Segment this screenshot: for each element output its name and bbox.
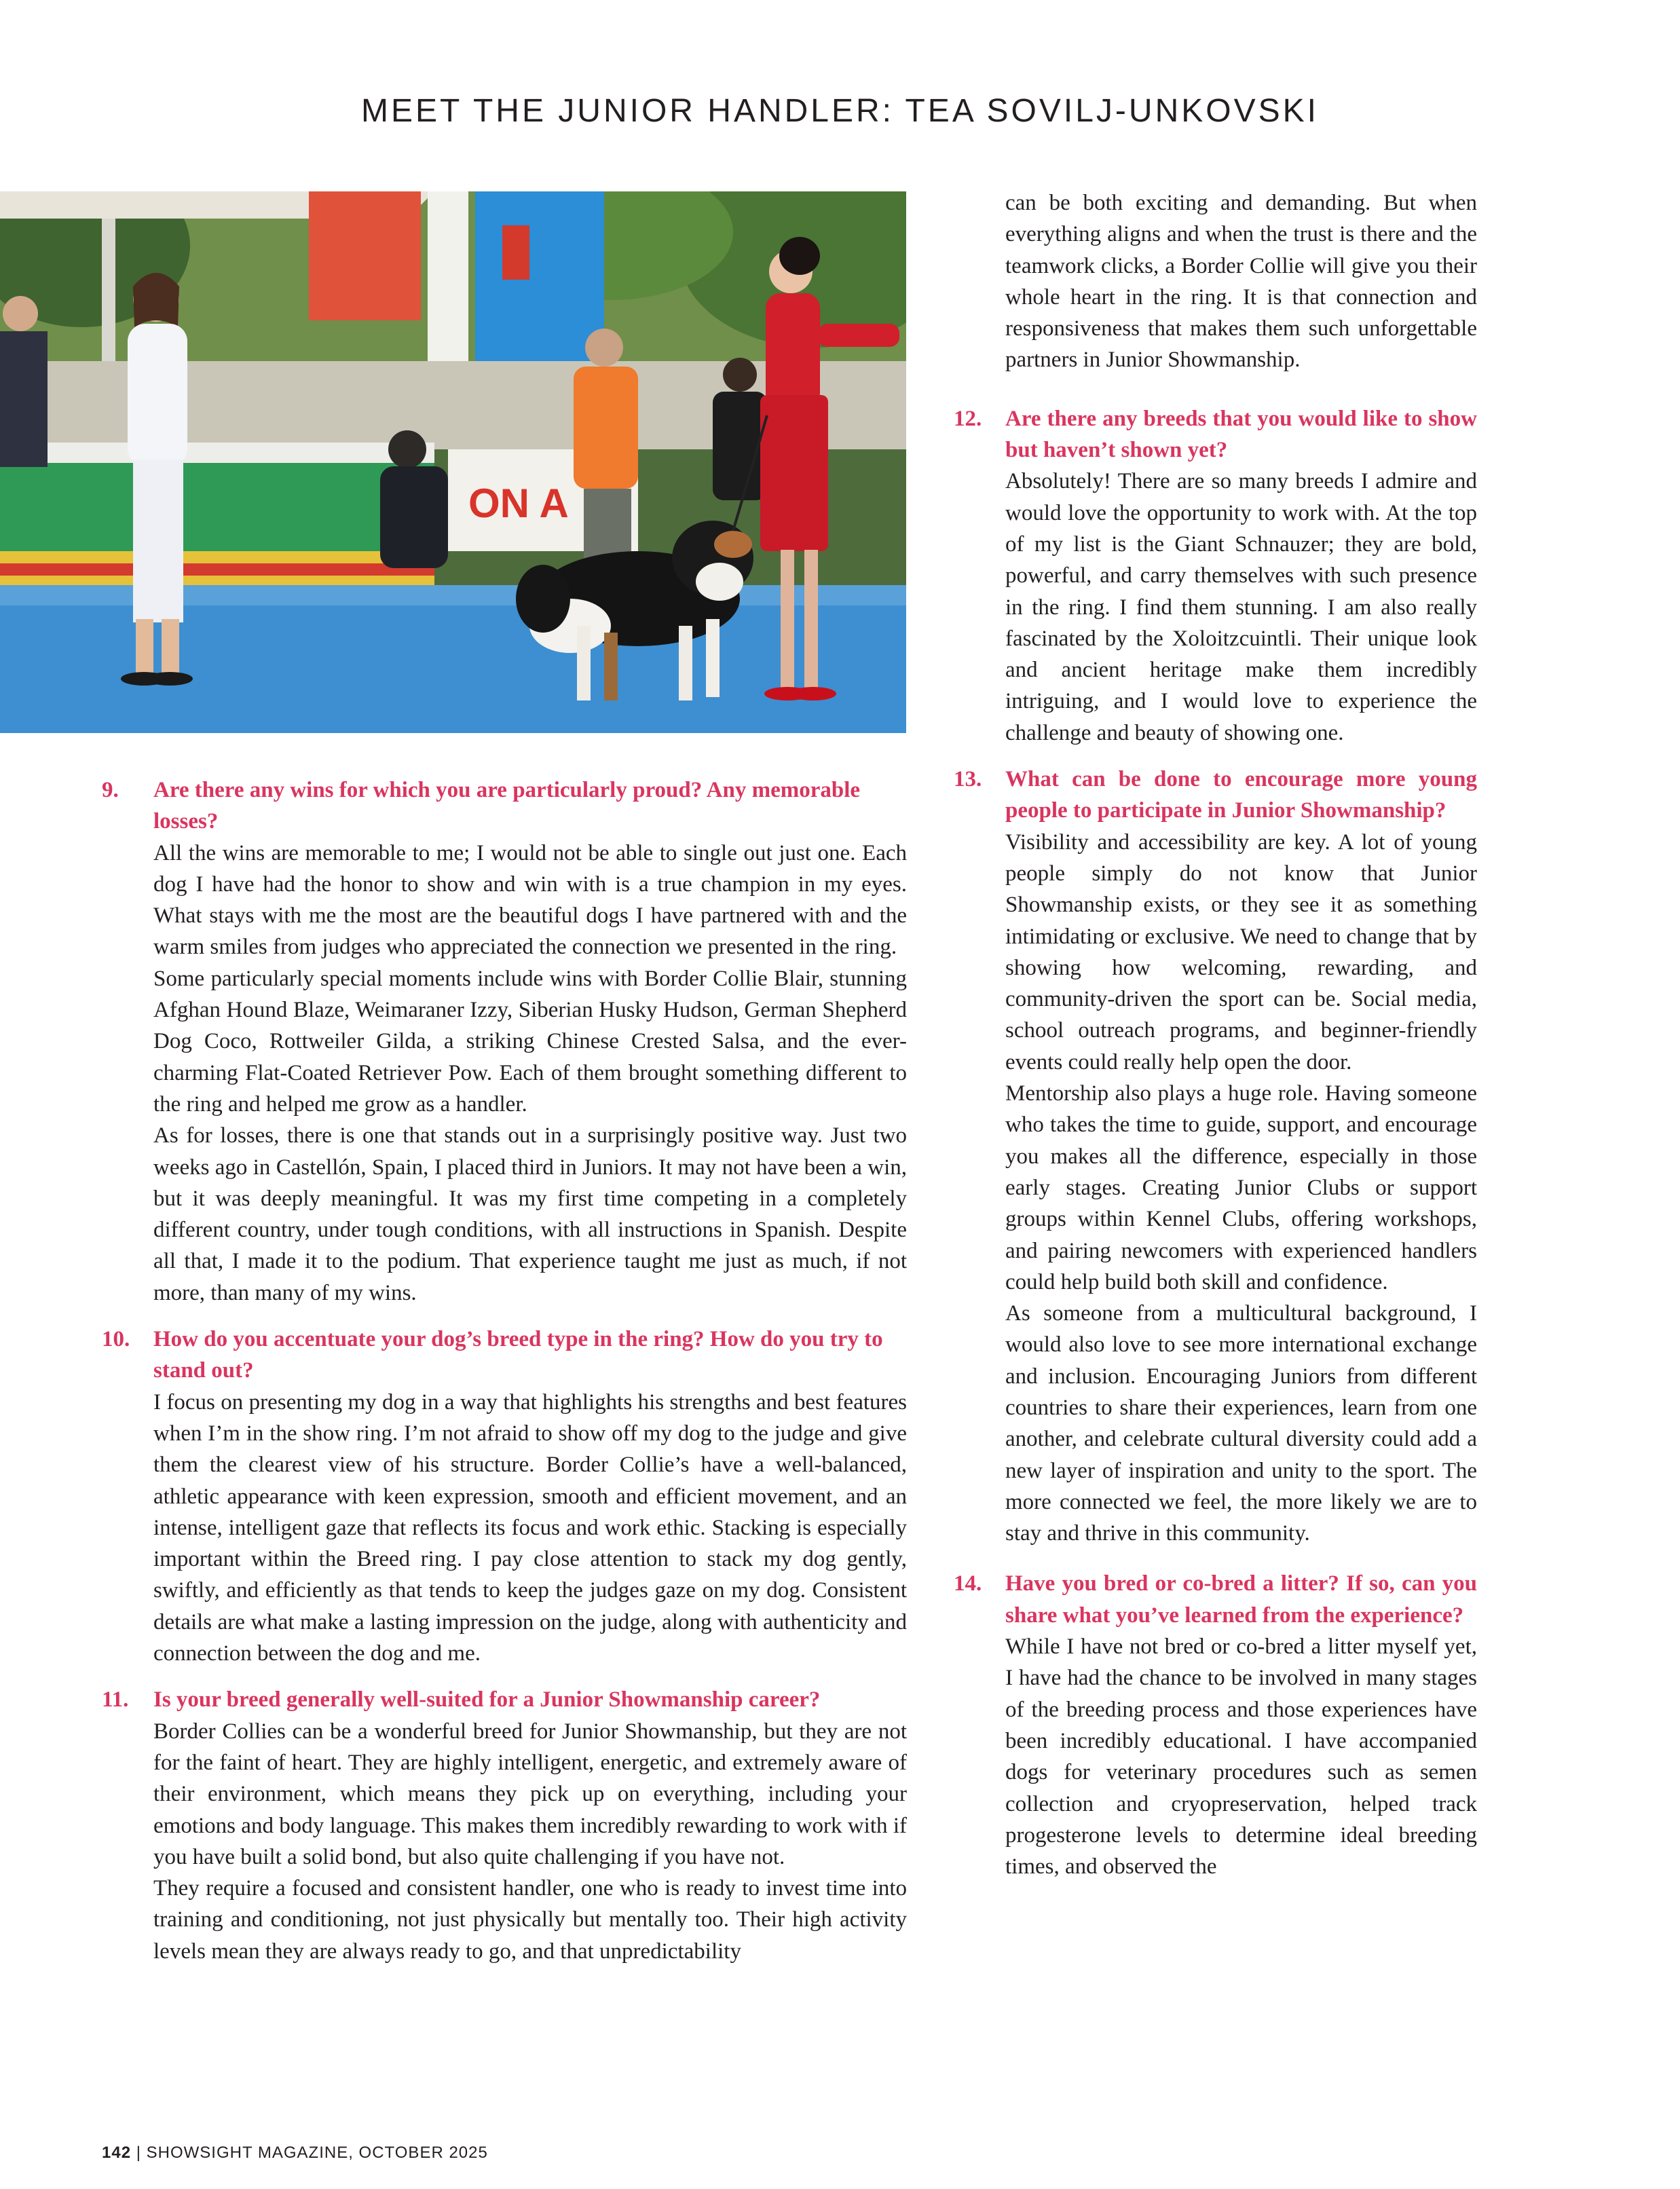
question-heading: Are there any breeds that you would like to show but haven’t shown yet? bbox=[1005, 406, 1477, 463]
question-heading: What can be done to encourage more young people to participate in Junior Showmanship? bbox=[1005, 767, 1477, 823]
answer-paragraph: can be both exciting and demanding. But when everything aligns and when the trust is there and the teamwork clicks, a Border Collie will give you their whole heart in the ring. It is that connection and responsiveness that makes them such unforgettable partners in Junior Showmanship. bbox=[1005, 191, 1477, 373]
question-10 bbox=[102, 1324, 907, 1669]
question-number: 13. bbox=[954, 767, 982, 792]
answer-paragraph: All the wins are memorable to me; I would not be able to single out just one. Each dog I have had the honor to show and win with is a true champion in my eyes. What stays with me the most are the beautiful dogs I have partnered with and the warm smiles from judges who appreciated the connection we presented in the ring. bbox=[153, 840, 907, 960]
continued-answer bbox=[954, 187, 1477, 376]
answer-paragraph: Visibility and accessibility are key. A lot of young people simply do not know that Junior Showmanship exists, or they see it as something intimidating or exclusive. We need to change that by showing how welcoming, rewarding, and community-driven the sport can be. Social media, school outreach programs, and beginner-friendly events could really help open the door. bbox=[1005, 829, 1477, 1074]
question-11 bbox=[102, 1684, 907, 1967]
question-heading: How do you accentuate your dog’s breed type in the ring? How do you try to stand out? bbox=[153, 1327, 883, 1383]
question-heading: Is your breed generally well-suited for a Junior Showmanship career? bbox=[153, 1687, 821, 1713]
question-number: 11. bbox=[102, 1687, 129, 1713]
footer-separator: | bbox=[136, 2144, 141, 2162]
question-heading: Are there any wins for which you are particularly proud? Any memorable losses? bbox=[153, 778, 861, 834]
answer-paragraph: Mentorship also plays a huge role. Having someone who takes the time to guide, support, and encourage you makes all the difference, especially in those early stages. Creating Junior Clubs or support groups within Kennel Clubs, offering workshops, and pairing newcomers with experienced handlers could help build both skill and confidence. bbox=[1005, 1081, 1477, 1294]
dog-show-photo-illustration bbox=[0, 191, 906, 733]
question-13 bbox=[954, 764, 1477, 1549]
answer-paragraph: As someone from a multicultural background, I would also love to see more international exchange and inclusion. Encouraging Juniors from different countries to share their experiences, learn from one another, and celebrate cultural diversity could add a new layer of inspiration and unity to the sport. The more connected we feel, the more likely we are to stay and thrive in this community. bbox=[1005, 1301, 1477, 1546]
red-banner bbox=[309, 191, 421, 320]
question-number: 9. bbox=[102, 778, 119, 802]
page-footer bbox=[102, 2144, 488, 2163]
question-number: 14. bbox=[954, 1571, 982, 1596]
question-12 bbox=[954, 403, 1477, 749]
question-number: 10. bbox=[102, 1327, 130, 1352]
question-14 bbox=[954, 1568, 1477, 1882]
answer-paragraph: I focus on presenting my dog in a way that highlights his strengths and best features when I’m in the show ring. I’m not afraid to show off my dog to the judge and give them the clearest view of his structure. Border Collie’s have a well-balanced, athletic appearance with keen expression, smooth and efficient movement, and an intense, intelligent gaze that reflects its focus and work ethic. Stacking is especially important within the Breed ring. I pay close attention to stack my dog gently, swiftly, and efficiently as that tends to keep the judges gaze on my dog. Consistent details are what make a lasting impression on the judge, along with authenticity and connection between the dog and me. bbox=[153, 1389, 907, 1666]
right-column bbox=[954, 187, 1477, 1882]
blue-banner bbox=[475, 191, 604, 368]
question-9 bbox=[102, 774, 907, 1309]
left-column bbox=[102, 774, 907, 1967]
answer-paragraph: Absolutely! There are so many breeds I admire and would love the opportunity to work with. At the top of my list is the Giant Schnauzer; they are bold, powerful, and carry themselves with such presence in the ring. I find them stunning. I am also really fascinated by the Xoloitzcuintli. Their unique look and ancient heritage make them incredibly intriguing, and I would love to experience the challenge and beauty of showing one. bbox=[1005, 469, 1477, 745]
page-number: 142 bbox=[102, 2144, 132, 2162]
question-heading: Have you bred or co-bred a litter? If so, can you share what you’ve learned from the experience? bbox=[1005, 1571, 1477, 1628]
page-header-title: MEET THE JUNIOR HANDLER: TEA SOVILJ-UNKOVSKI bbox=[361, 93, 1319, 129]
question-number: 12. bbox=[954, 406, 982, 431]
publication-name: SHOWSIGHT MAGAZINE, OCTOBER 2025 bbox=[146, 2144, 488, 2162]
answer-paragraph: They require a focused and consistent handler, one who is ready to invest time into training and conditioning, not just physically but mentally too. Their high activity levels mean they are always ready to go, and that unpredictability bbox=[153, 1876, 907, 1964]
answer-paragraph: As for losses, there is one that stands out in a surprisingly positive way. Just two weeks ago in Castellón, Spain, I placed third in Juniors. It may not have been a win, but it was deeply meaningful. It was my first time competing in a completely different country, under tough conditions, with all instructions in Spanish. Despite all that, I made it to the podium. That experience taught me just as much, if not more, than many of my wins. bbox=[153, 1123, 907, 1305]
answer-paragraph: Border Collies can be a wonderful breed for Junior Showmanship, but they are not for the faint of heart. They are highly intelligent, energetic, and extremely aware of their environment, which means they pick up on everything, including your emotions and body language. This makes them incredibly rewarding to work with if you have built a solid bond, but also quite challenging if you have not. bbox=[153, 1719, 907, 1869]
answer-paragraph: Some particularly special moments include wins with Border Collie Blair, stunning Afghan Hound Blaze, Weimaraner Izzy, Siberian Husky Hudson, German Shepherd Dog Coco, Rottweiler Gilda, a striking Chinese Crested Salsa, and the ever-charming Flat-Coated Retriever Pow. Each of them brought something different to the ring and helped me grow as a handler. bbox=[153, 966, 907, 1117]
answer-paragraph: While I have not bred or co-bred a litter myself yet, I have had the chance to be involved in many stages of the breeding process and those experiences have been incredibly educational. I have accompanied dogs for veterinary procedures such as semen collection and cryopreservation, helped track progesterone levels to determine ideal breeding times, and observed the bbox=[1005, 1634, 1477, 1879]
svg-text:ON A: ON A bbox=[468, 481, 569, 526]
dog-show-photo bbox=[0, 191, 906, 733]
